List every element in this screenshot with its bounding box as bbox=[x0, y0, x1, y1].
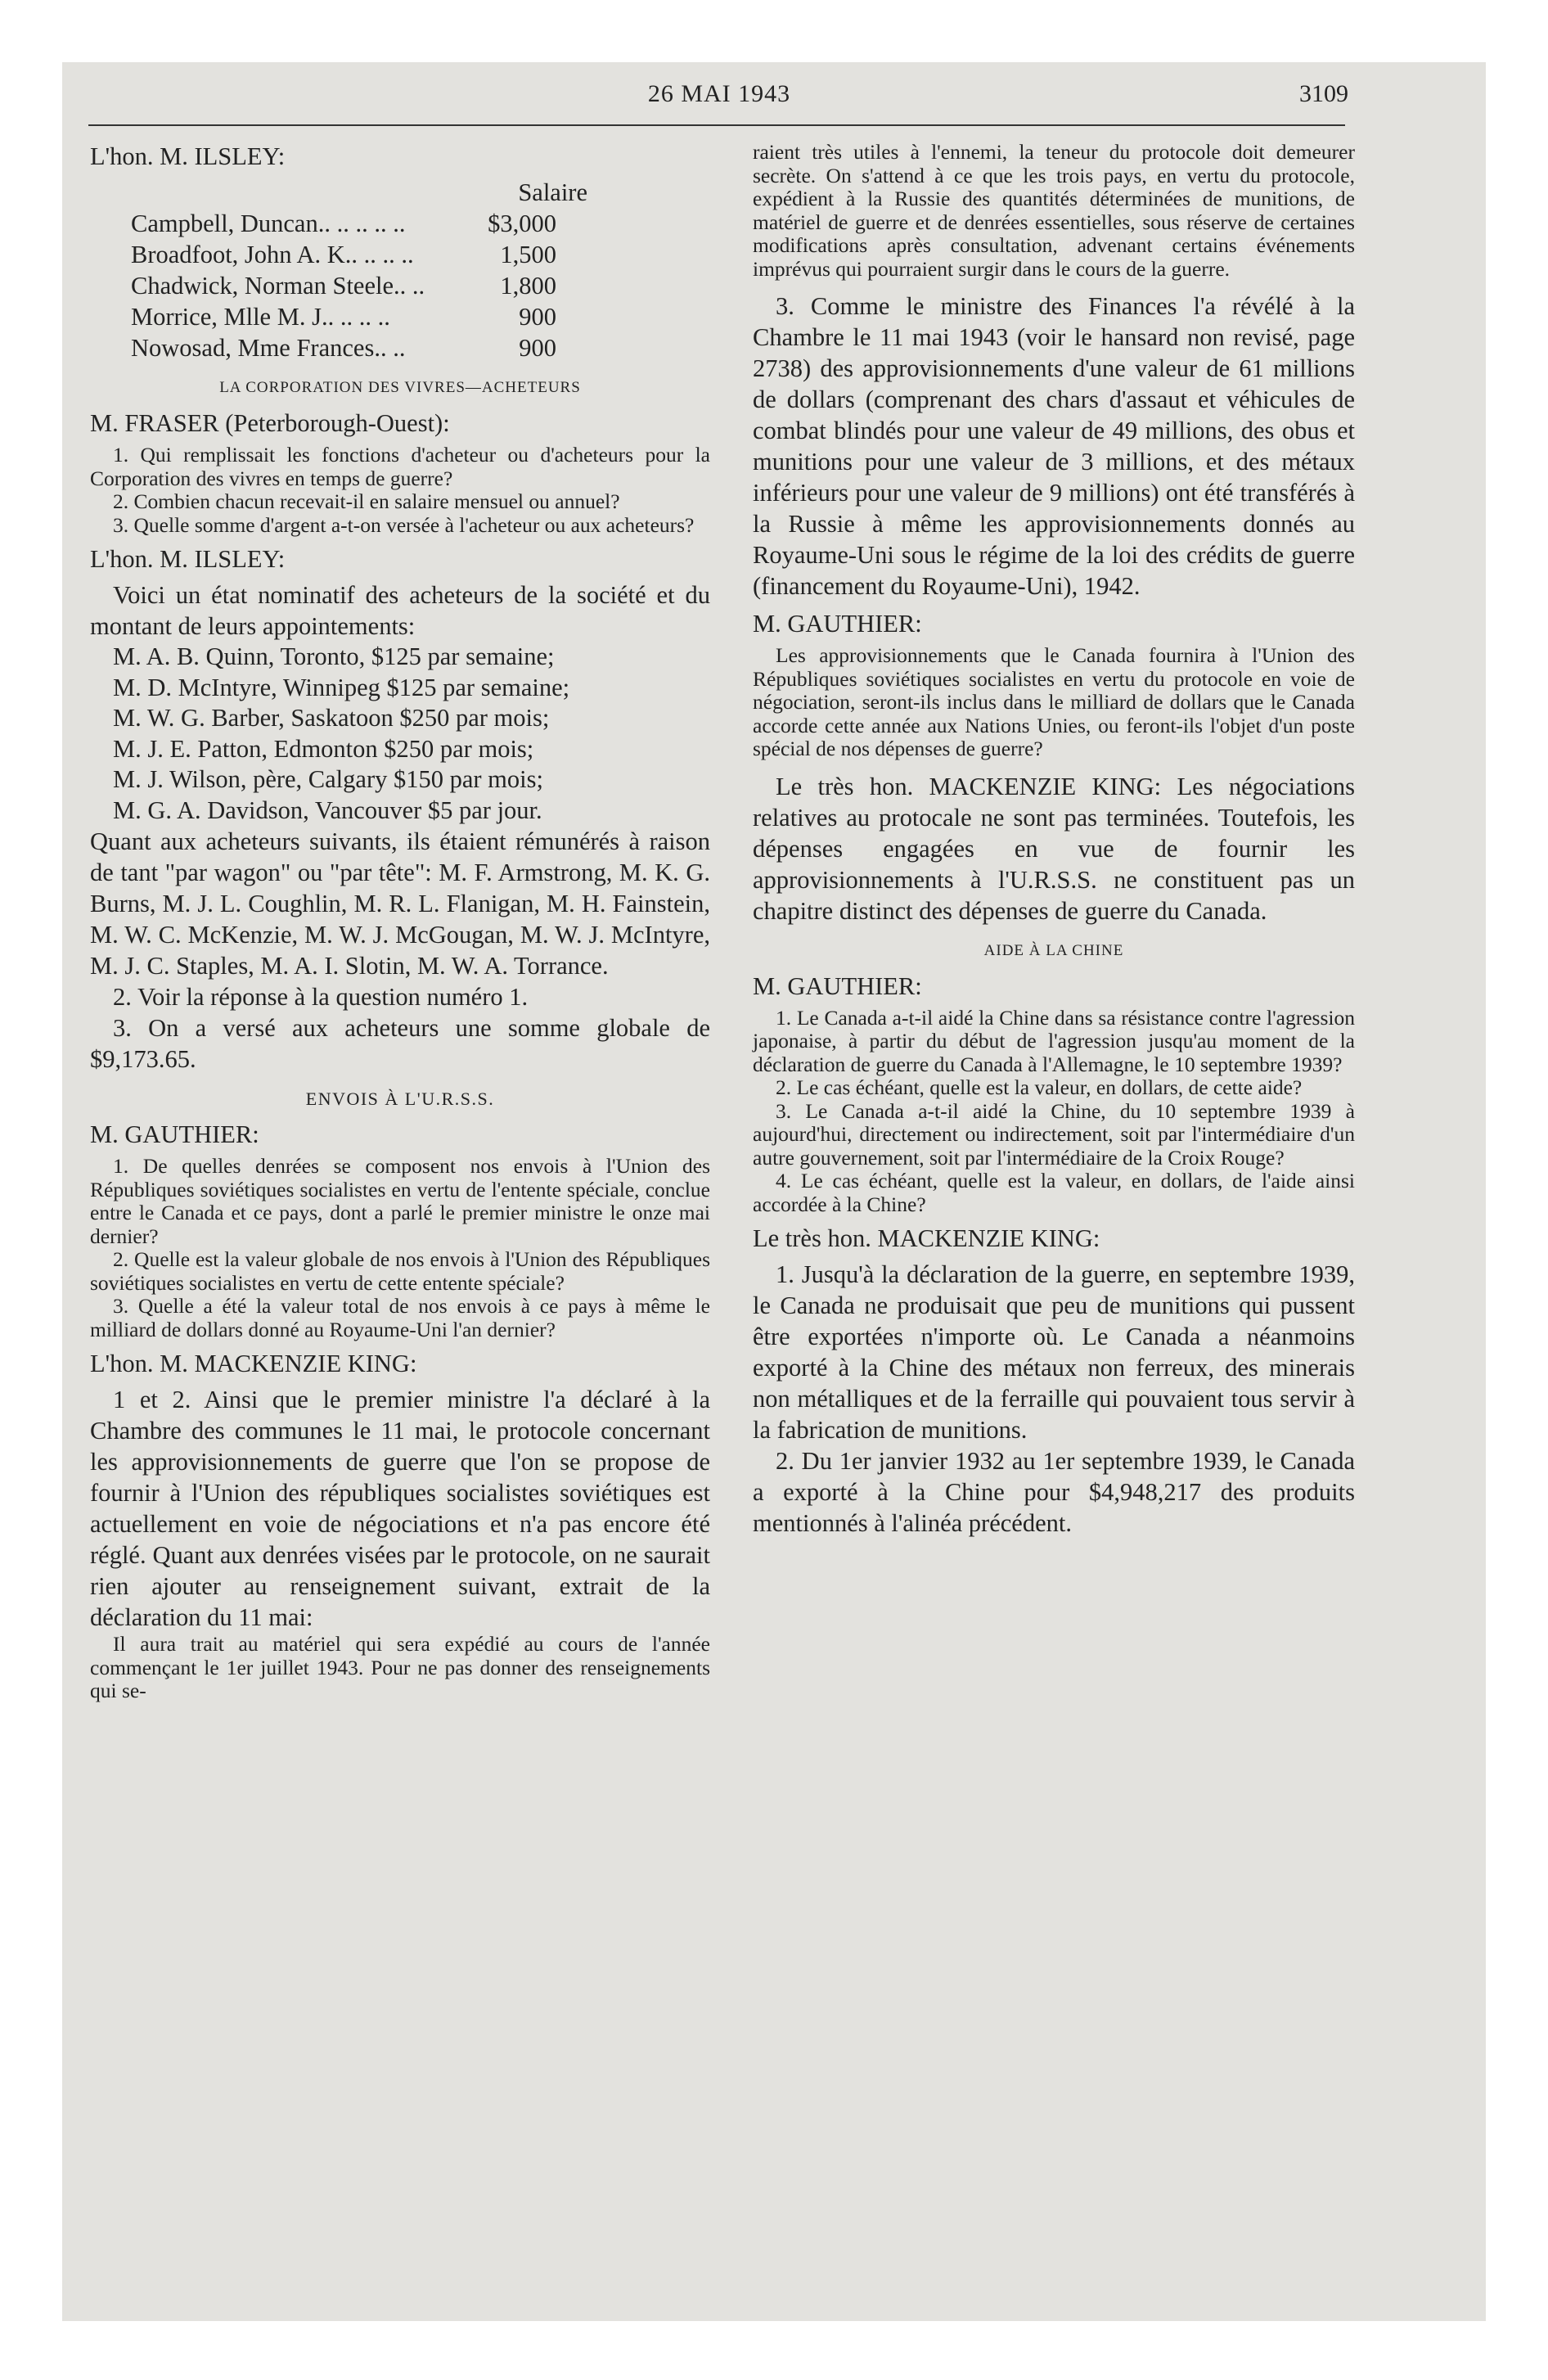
question-urss-3: 3. Quelle a été la valeur total de nos envois à ce pays à même le milliard de dollars donné au Royaume-Uni l'an dernier? bbox=[90, 1294, 710, 1341]
question-chine-4: 4. Le cas échéant, quelle est la valeur, en dollars, de l'aide ainsi accordée à la Chine? bbox=[753, 1169, 1355, 1216]
answer-protocole: Le très hon. MACKENZIE KING: Les négociations relatives au protocale ne sont pas terminées. Toutefois, les dépenses engagées en vue de fournir les approvisionnements à l'U.R.S.S. ne constituent pas un chapitre distinct des dépenses de guerre du Canada. bbox=[753, 772, 1355, 925]
speaker-ilsley-1: L'hon. M. ILSLEY: bbox=[90, 142, 286, 170]
left-column bbox=[90, 141, 710, 1703]
buyer-line: M. W. G. Barber, Saskatoon $250 par mois; bbox=[113, 704, 550, 732]
answer-rest: Quant aux acheteurs suivants, ils étaient rémunérés à raison de tant "par wagon" ou "par tête": M. F. Armstrong, M. K. G. Burns, M. J. L. Coughlin, M. R. L. Flanigan, M. H. Fainstein, M. W. C. McKenzie, M. W. J. McGougan, M. W. J. McIntyre, M. J. C. Staples, M. A. I. Slotin, M. W. A. Torrance. bbox=[90, 827, 710, 980]
speaker-fraser: M. FRASER (Peterborough-Ouest): bbox=[90, 409, 450, 437]
salary-amount: $3,000 bbox=[488, 210, 556, 237]
salary-column-header: Salaire bbox=[518, 178, 587, 206]
question-protocole: Les approvisionnements que le Canada fournira à l'Union des Républiques soviétiques socialistes en vertu du protocole en voie de négociation, seront-ils inclus dans le milliard de dollars que le Canada accorde cette année aux Nations Unies, ou feront-ils l'objet d'un poste spécial de nos dépenses de guerre? bbox=[753, 643, 1355, 760]
answer-intro: Voici un état nominatif des acheteurs de la société et du montant de leurs appointements: bbox=[90, 581, 710, 640]
buyer-list bbox=[90, 642, 710, 826]
salary-row bbox=[90, 208, 556, 239]
speaker-gauthier-3: M. GAUTHIER: bbox=[753, 971, 922, 1000]
answer-chine-1: 1. Jusqu'à la déclaration de la guerre, en septembre 1939, le Canada ne produisait que peu de munitions qui pussent être exportées n'importe où. Le Canada a néanmoins exporté à la Chine des métaux non ferreux, des minerais non métalliques et de la ferraille qui pouvaient tous servir à la fabrication de munitions. bbox=[753, 1260, 1355, 1444]
buyer-line: M. D. McIntyre, Winnipeg $125 par semaine; bbox=[113, 673, 570, 701]
section-heading-urss: ENVOIS À L'U.R.S.S. bbox=[305, 1089, 495, 1109]
answer-urss-3: 3. Comme le ministre des Finances l'a révélé à la Chambre le 11 mai 1943 (voir le hansard non revisé, page 2738) des approvisionnements d'une valeur de 61 millions de dollars (comprenant des chars d'assaut et véhicules de combat blindés pour une valeur de 49 millions, des obus et munitions pour une valeur de 3 millions, et des métaux inférieurs pour une valeur de 9 millions) ont été transférés à la Russie à même les approvisionnements donnés au Royaume-Uni sous le régime de la loi des crédits de guerre (financement du Royaume-Uni), 1942. bbox=[753, 292, 1355, 600]
salary-list bbox=[90, 208, 710, 363]
question-3: 3. Quelle somme d'argent a-t-on versée à l'acheteur ou aux acheteurs? bbox=[113, 512, 695, 537]
question-1: 1. Qui remplissait les fonctions d'acheteur ou d'acheteurs pour la Corporation des vivres en temps de guerre? bbox=[90, 443, 710, 490]
salary-row bbox=[90, 239, 556, 270]
speaker-king-2: Le très hon. MACKENZIE KING: bbox=[753, 1224, 1100, 1252]
salary-name: Broadfoot, John A. K.. .. .. .. bbox=[131, 241, 414, 268]
salary-name: Campbell, Duncan.. .. .. .. .. bbox=[131, 210, 406, 237]
answer-chine-2: 2. Du 1er janvier 1932 au 1er septembre 1939, le Canada a exporté à la Chine pour $4,948,217 des produits mentionnés à l'alinéa précédent. bbox=[753, 1447, 1355, 1537]
header-date: 26 MAI 1943 bbox=[647, 80, 791, 107]
answer-2: 2. Voir la réponse à la question numéro 1. bbox=[113, 983, 529, 1011]
buyer-line: M. J. E. Patton, Edmonton $250 par mois; bbox=[113, 734, 534, 763]
buyer-line: M. J. Wilson, père, Calgary $150 par mois; bbox=[113, 765, 543, 793]
question-urss-1: 1. De quelles denrées se composent nos envois à l'Union des Républiques soviétiques socialistes en vertu de l'entente spéciale, conclue entre le Canada et ce pays, dont a parlé le premier ministre le onze mai dernier? bbox=[90, 1154, 710, 1248]
answer-3: 3. On a versé aux acheteurs une somme globale de $9,173.65. bbox=[90, 1014, 710, 1073]
question-2: 2. Combien chacun recevait-il en salaire mensuel ou annuel? bbox=[113, 489, 620, 513]
speaker-ilsley-2: L'hon. M. ILSLEY: bbox=[90, 545, 286, 573]
page-header bbox=[85, 80, 1353, 129]
salary-amount: 900 bbox=[519, 334, 556, 362]
speaker-gauthier-2: M. GAUTHIER: bbox=[753, 610, 922, 638]
quote-continuation: raient très utiles à l'ennemi, la teneur du protocole doit demeurer secrète. On s'attend à ce que les trois pays, en vertu du protocole, expédient à la Russie des quantités déterminées de munitions, de matériel de guerre et de denrées essentielles, sous réserve de certaines modifications après consultation, advenant certains événements imprévus qui pourraient surgir dans le cours de la guerre. bbox=[753, 140, 1355, 281]
speaker-king-1: L'hon. M. MACKENZIE KING: bbox=[90, 1350, 417, 1377]
quote-declaration: Il aura trait au matériel qui sera expédié au cours de l'année commençant le 1er juillet 1943. Pour ne pas donner des renseignements qui se- bbox=[90, 1632, 710, 1702]
header-rule bbox=[88, 124, 1345, 126]
salary-row bbox=[90, 270, 556, 301]
header-page-number: 3109 bbox=[1299, 80, 1348, 107]
question-chine-1: 1. Le Canada a-t-il aidé la Chine dans sa résistance contre l'agression japonaise, à partir du début de l'agression jusqu'au moment de la déclaration de guerre du Canada à l'Allemagne, le 10 septembre 1939? bbox=[753, 1005, 1355, 1076]
salary-amount: 1,500 bbox=[500, 241, 556, 268]
salary-row bbox=[90, 301, 556, 332]
salary-row bbox=[90, 332, 556, 363]
salary-amount: 900 bbox=[519, 303, 556, 331]
question-urss-2: 2. Quelle est la valeur globale de nos envois à l'Union des Républiques soviétiques socialistes en vertu de cette entente spéciale? bbox=[90, 1247, 710, 1295]
question-chine-2: 2. Le cas échéant, quelle est la valeur, en dollars, de cette aide? bbox=[776, 1075, 1303, 1099]
salary-amount: 1,800 bbox=[500, 272, 556, 300]
buyer-line: M. A. B. Quinn, Toronto, $125 par semaine; bbox=[113, 642, 555, 670]
salary-name: Nowosad, Mme Frances.. .. bbox=[131, 334, 406, 362]
section-heading-chine: AIDE À LA CHINE bbox=[983, 941, 1124, 959]
salary-name: Morrice, Mlle M. J.. .. .. .. bbox=[131, 303, 390, 331]
right-column bbox=[753, 141, 1355, 1539]
question-chine-3: 3. Le Canada a-t-il aidé la Chine, du 10 septembre 1939 à aujourd'hui, directement ou indirectement, soit par l'intermédiaire d'un autre gouvernement, soit par l'intermédiaire de la Croix Rouge? bbox=[753, 1098, 1355, 1170]
salary-name: Chadwick, Norman Steele.. .. bbox=[131, 272, 425, 300]
answer-urss-1-2: 1 et 2. Ainsi que le premier ministre l'a déclaré à la Chambre des communes le 11 mai, le protocole concernant les approvisionnements de guerre que l'on se propose de fournir à l'Union des républiques socialistes soviétiques est actuellement en voie de négociations et n'a pas encore été réglé. Quant aux denrées visées par le protocole, on ne saurait rien ajouter au renseignement suivant, extrait de la déclaration du 11 mai: bbox=[90, 1386, 710, 1631]
buyer-line: M. G. A. Davidson, Vancouver $5 par jour. bbox=[113, 796, 542, 824]
section-heading-vivres: LA CORPORATION DES VIVRES—ACHETEURS bbox=[219, 379, 581, 396]
speaker-gauthier-1: M. GAUTHIER: bbox=[90, 1120, 259, 1148]
